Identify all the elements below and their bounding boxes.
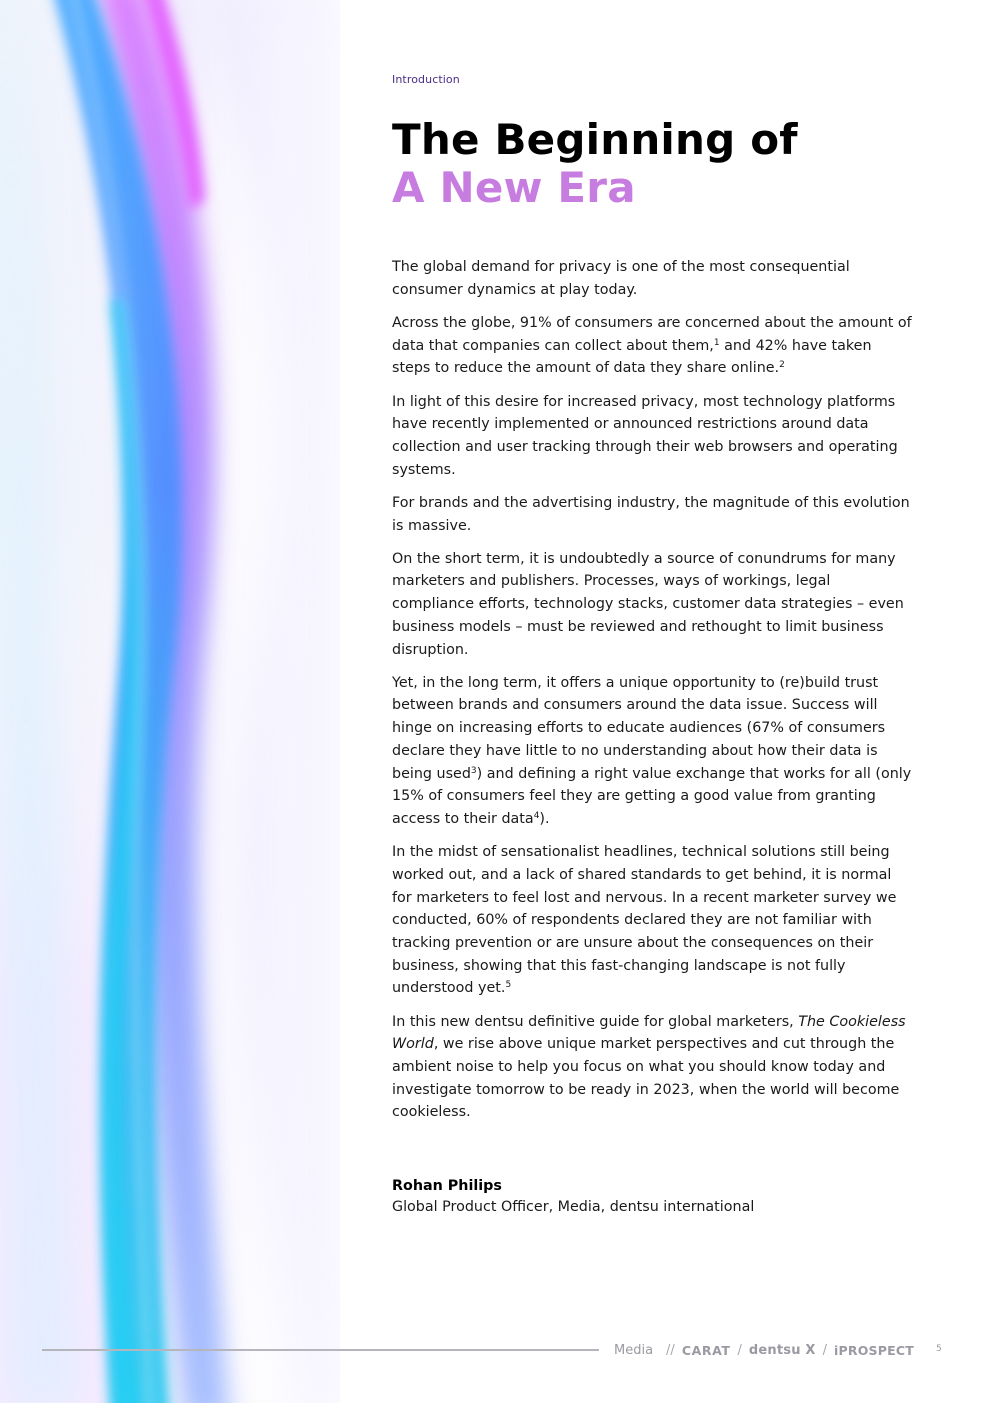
footer-separator-1: // xyxy=(666,1342,675,1358)
paragraph-2 xyxy=(392,312,914,380)
paragraph-2-text-a: Across the globe, 91% of consumers are concerned about the amount of data that companies can collect about them, xyxy=(392,314,912,354)
carat-logo: CARAT xyxy=(681,1342,731,1358)
title-line-2: A New Era xyxy=(392,163,636,212)
article-body xyxy=(392,256,914,1135)
footer-media-label: Media xyxy=(614,1342,654,1358)
page-title xyxy=(392,116,798,212)
footnote-ref-3: 3 xyxy=(470,765,477,776)
paragraph-1-text: The global demand for privacy is one of the most consequential consumer dynamics at play today. xyxy=(392,259,850,298)
footnote-ref-4: 4 xyxy=(533,810,540,821)
footer-separator-3: / xyxy=(822,1342,828,1358)
section-label: Introduction xyxy=(392,73,460,86)
paragraph-1 xyxy=(392,256,914,301)
paragraph-4-text: For brands and the advertising industry, the magnitude of this evolution is massive. xyxy=(392,494,910,534)
paragraph-3 xyxy=(392,391,914,482)
paragraph-5-text: On the short term, it is undoubtedly a source of conundrums for many marketers and publishers. Processes, ways of workings, legal compliance efforts, technology stacks, customer data strategies – even business models – must be reviewed and rethought to limit business disruption. xyxy=(392,550,904,658)
dentsu-x-logo: dentsu X xyxy=(748,1342,816,1358)
paragraph-3-text: In light of this desire for increased privacy, most technology platforms have recently implemented or announced restrictions around data collection and user tracking through their web browsers and operating systems. xyxy=(392,393,898,478)
footnote-ref-5: 5 xyxy=(505,980,512,991)
paragraph-8 xyxy=(392,1011,914,1125)
footer-brand-bar xyxy=(614,1341,914,1359)
paragraph-8-text-a: In this new dentsu definitive guide for global marketers, xyxy=(392,1013,799,1030)
paragraph-6-text-c: ). xyxy=(539,810,550,827)
paragraph-6-text-a: Yet, in the long term, it offers a unique opportunity to (re)build trust between brands and consumers around the data issue. Success will hinge on increasing efforts to educate audiences (67% of consumers declare they have little to no understanding about how their data is being used xyxy=(392,674,886,782)
title-line-1: The Beginning of xyxy=(392,115,798,164)
paragraph-8-text-b: , we rise above unique market perspectives and cut through the ambient noise to help you focus on what you should know today and investigate tomorrow to be ready in 2023, when the world will become cookieless. xyxy=(392,1036,900,1121)
author-role: Global Product Officer, Media, dentsu international xyxy=(392,1199,755,1215)
paragraph-4 xyxy=(392,492,914,537)
footer-divider xyxy=(42,1349,599,1351)
paragraph-5 xyxy=(392,548,914,662)
paragraph-6-text-b: ) and defining a right value exchange that works for all (only 15% of consumers feel they are getting a good value from granting access to their data xyxy=(392,765,912,827)
iprospect-logo: iPROSPECT xyxy=(834,1342,914,1358)
footnote-ref-1: 1 xyxy=(713,337,720,348)
page-number: 5 xyxy=(936,1344,942,1354)
author-name: Rohan Philips xyxy=(392,1178,502,1194)
paragraph-2-text-b: and 42% have taken steps to reduce the amount of data they share online. xyxy=(392,337,872,377)
decorative-gradient-art xyxy=(0,0,340,1403)
paragraph-7-text: In the midst of sensationalist headlines, technical solutions still being worked out, and a lack of shared standards to get behind, it is normal for marketers to feel lost and nervous. In a recent marketer survey we conducted, 60% of respondents declared they are not familiar with tracking prevention or are unsure about the consequences on their business, showing that this fast-changing landscape is not fully understood yet. xyxy=(392,844,897,997)
guide-title-italic: The Cookieless World xyxy=(392,1013,906,1053)
paragraph-6 xyxy=(392,672,914,831)
footer-separator-2: / xyxy=(737,1342,742,1358)
footnote-ref-2: 2 xyxy=(779,360,785,371)
paragraph-7 xyxy=(392,841,914,1000)
abstract-gradient-waves xyxy=(0,0,340,1403)
